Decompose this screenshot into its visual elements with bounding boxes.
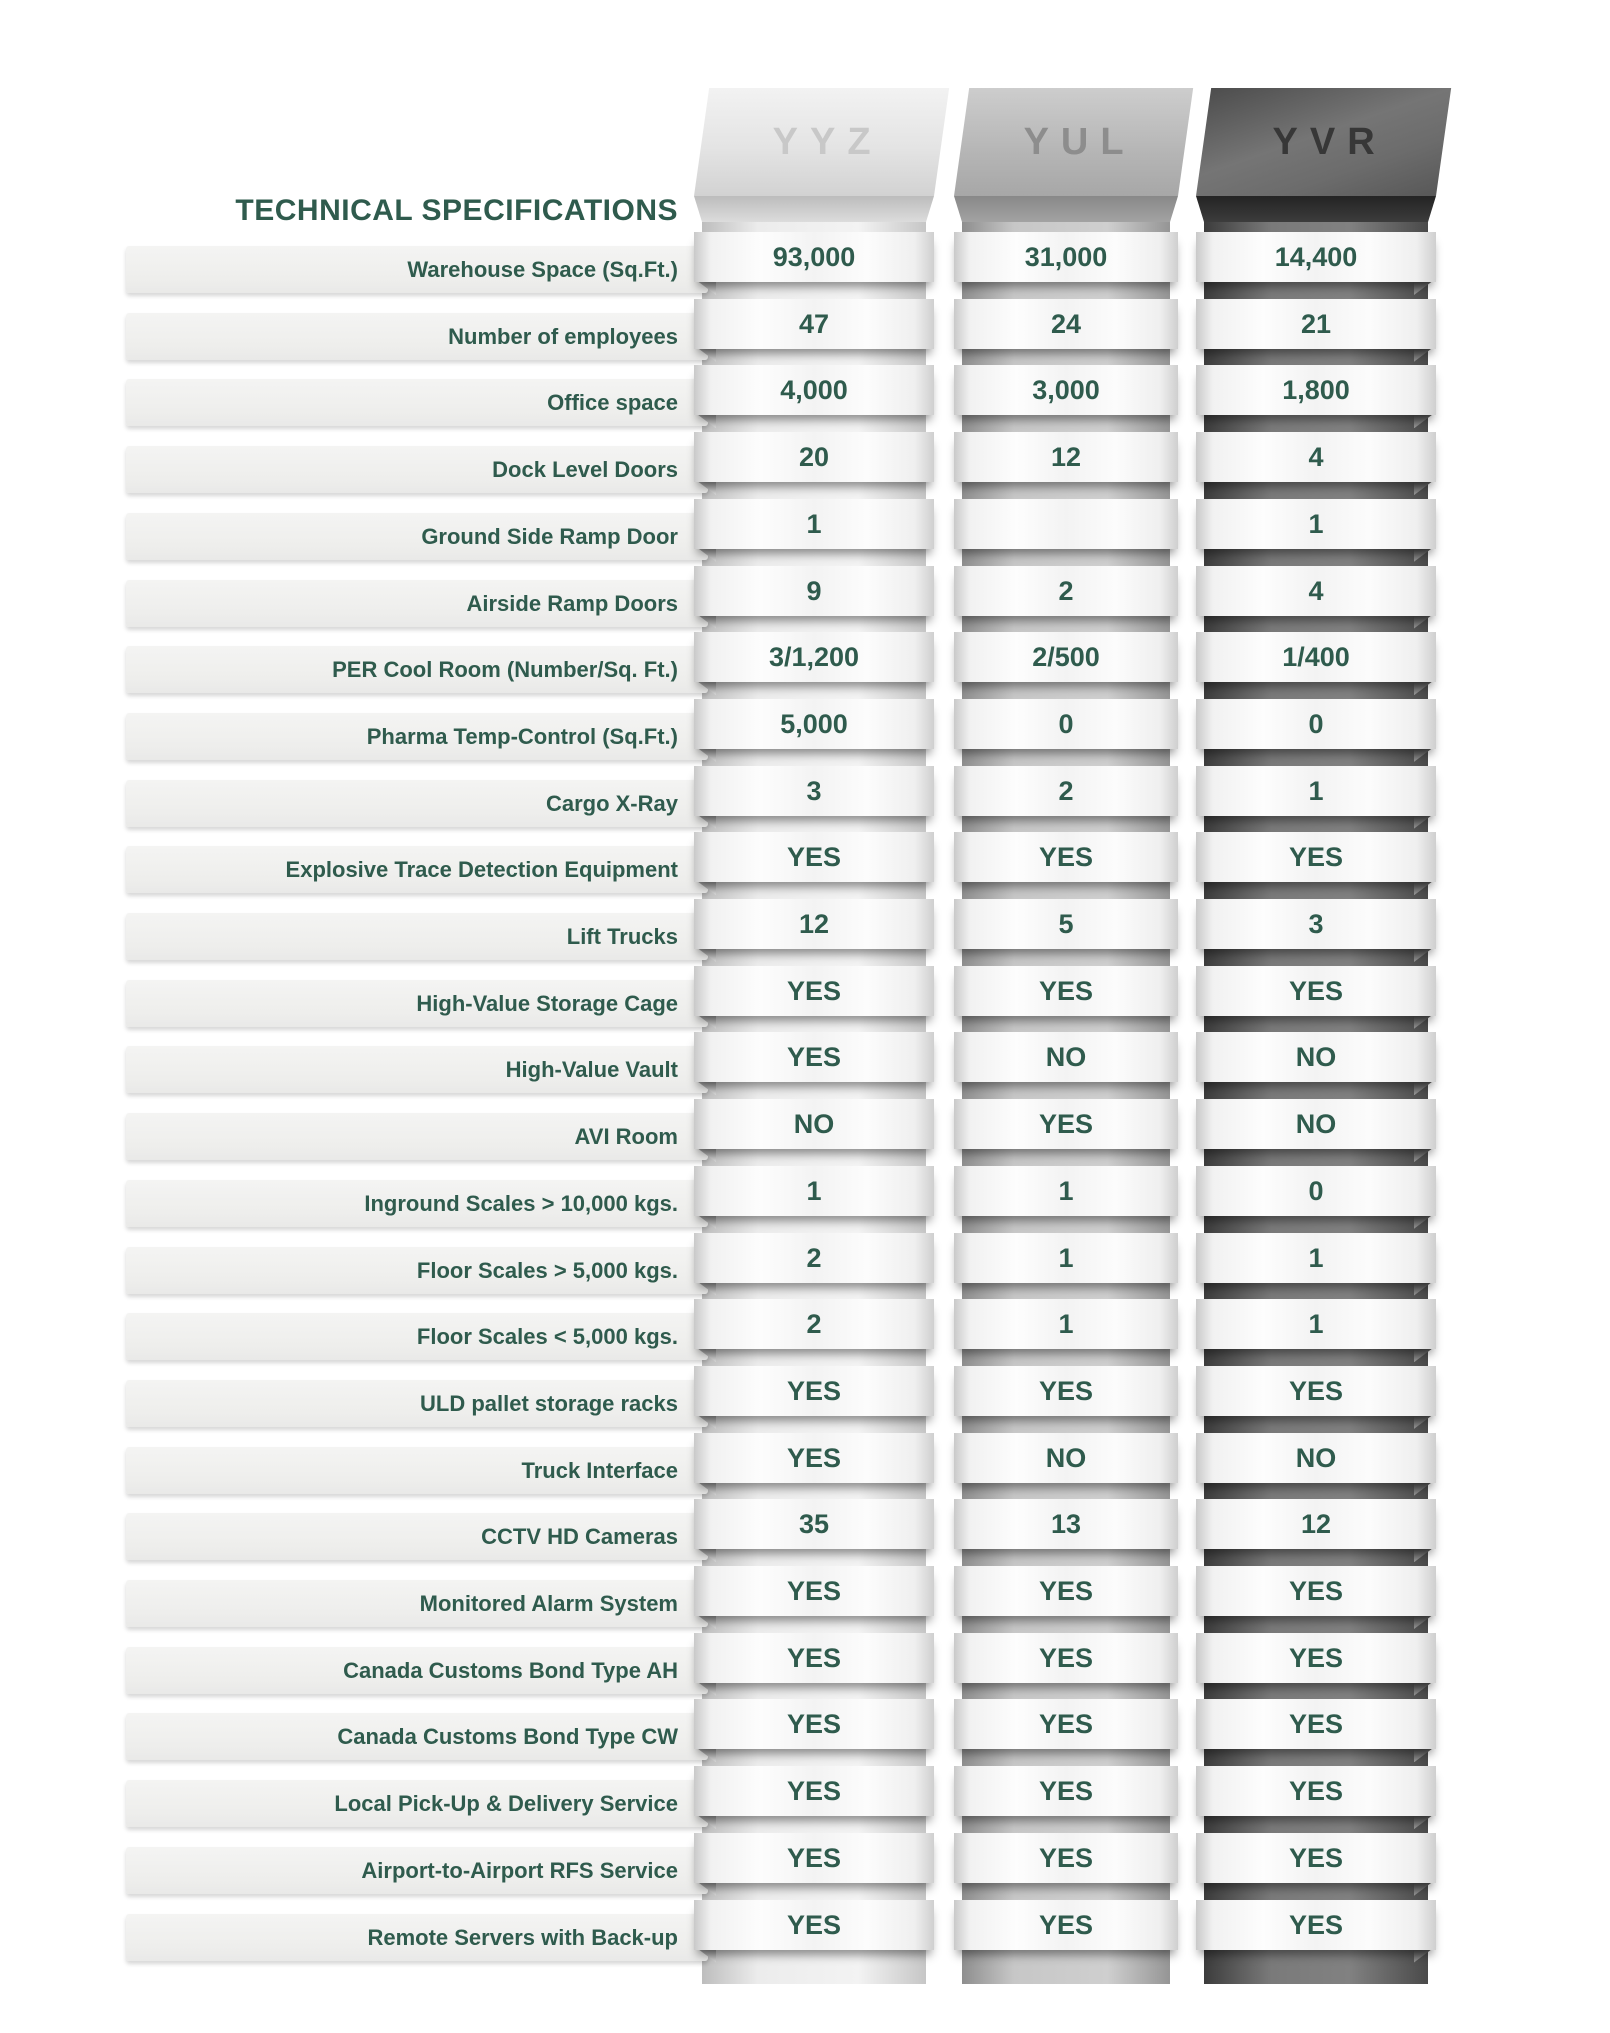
spec-value-cell [954,832,1178,882]
spec-value-cell [694,1699,934,1749]
spec-row [0,1299,1610,1366]
spec-value: 1 [1058,1175,1074,1206]
spec-value-cell [1196,1833,1436,1883]
ribbon-fold-right [1414,1814,1434,1829]
spec-value-cell [694,1032,934,1082]
ribbon-fold-right [1414,1281,1434,1296]
ribbon-fold-right [1414,1681,1434,1696]
spec-value: 4,000 [780,375,848,406]
spec-row [0,966,1610,1033]
spec-label: Number of employees [126,313,708,360]
spec-value-cell [954,1233,1178,1283]
spec-label: Ground Side Ramp Door [126,513,708,560]
spec-value: NO [1045,1442,1087,1473]
spec-value-cell [694,1566,934,1616]
spec-value-cell [1196,1299,1436,1349]
spec-value: NO [1045,1042,1087,1073]
ribbon-fold-right [1414,347,1434,362]
spec-label: Office space [126,379,708,426]
spec-value: YES [786,1842,842,1873]
spec-value-cell [694,365,934,415]
column-header-label: YUL [1023,121,1136,163]
ribbon-fold-right [1414,547,1434,562]
ribbon-fold-right [1414,480,1434,495]
spec-value: 47 [798,308,830,339]
spec-value-cell [694,699,934,749]
spec-value: 0 [1308,708,1324,739]
ribbon-fold-right [1414,1214,1434,1229]
ribbon-fold-right [1414,1614,1434,1629]
spec-row [0,499,1610,566]
ribbon-fold-right [1414,413,1434,428]
spec-value: YES [786,1042,842,1073]
spec-value: 2/500 [1032,642,1100,673]
spec-value: YES [786,975,842,1006]
ribbon-fold-right [1414,1147,1434,1162]
ribbon-fold-right [1414,1547,1434,1562]
spec-value-cell [1196,566,1436,616]
spec-value-cell [694,232,934,282]
ribbon-fold-right [1414,1881,1434,1896]
spec-value-cell [954,1433,1178,1483]
spec-value: 14,400 [1274,242,1358,272]
spec-value: YES [1038,1576,1094,1606]
spec-value: 1 [1058,1309,1074,1340]
spec-value-cell [954,1766,1178,1816]
spec-value-cell [954,1566,1178,1616]
spec-label: CCTV HD Cameras [126,1513,708,1560]
spec-value: 12 [798,909,830,939]
ribbon-fold-right [1414,1347,1434,1362]
spec-value-cell [1196,1633,1436,1683]
spec-value-cell [1196,1900,1436,1950]
spec-value-cell [1196,365,1436,415]
spec-value-cell [1196,499,1436,549]
spec-value: 1 [1058,1242,1074,1273]
spec-value: 1/400 [1282,642,1350,673]
spec-row [0,1032,1610,1099]
spec-value-cell [1196,832,1436,882]
spec-value: NO [1295,1442,1337,1473]
column-header-label: YYZ [772,121,883,163]
spec-value: YES [1288,1776,1344,1807]
spec-value-cell [1196,966,1436,1016]
spec-label: High-Value Storage Cage [126,980,708,1027]
spec-value: 1 [1308,1242,1324,1273]
ribbon-fold-right [1414,947,1434,962]
spec-value-cell [694,432,934,482]
spec-value-cell [954,966,1178,1016]
spec-value: 13 [1050,1509,1082,1540]
spec-value: 5 [1058,909,1074,939]
column-header-fold [1196,196,1436,222]
ribbon-fold-right [1414,880,1434,895]
spec-value-cell [1196,766,1436,816]
spec-value: YES [1038,1776,1094,1807]
spec-row [0,832,1610,899]
ribbon-fold-right [1414,680,1434,695]
spec-value: 2 [806,1242,822,1273]
spec-value-cell [954,1499,1178,1549]
spec-value-cell [954,632,1178,682]
spec-value-cell [954,499,1178,549]
spec-value-cell [954,699,1178,749]
spec-row [0,766,1610,833]
spec-label: Warehouse Space (Sq.Ft.) [126,246,708,293]
spec-value-cell [954,432,1178,482]
spec-row [0,1699,1610,1766]
ribbon-fold-right [1414,614,1434,629]
spec-row [0,432,1610,499]
spec-value: YES [786,1909,842,1940]
spec-row [0,566,1610,633]
spec-value: YES [1288,1842,1344,1873]
column-header-tab [954,88,1193,196]
spec-label: Local Pick-Up & Delivery Service [126,1780,708,1827]
spec-value-cell [1196,1032,1436,1082]
spec-value: YES [786,1709,842,1740]
spec-value: 93,000 [772,242,856,272]
ribbon-fold-right [1414,814,1434,829]
spec-row [0,365,1610,432]
spec-label: Pharma Temp-Control (Sq.Ft.) [126,713,708,760]
spec-value: YES [1288,1709,1344,1740]
page-title: TECHNICAL SPECIFICATIONS [235,194,678,227]
spec-value: 4 [1308,575,1324,606]
spec-value-cell [694,766,934,816]
spec-value: YES [1038,1109,1094,1140]
spec-value-cell [694,632,934,682]
spec-value-cell [954,299,1178,349]
ribbon-fold-right [1414,1948,1434,1963]
spec-value: YES [1038,1909,1094,1940]
spec-value: 1,800 [1282,375,1350,406]
ribbon-fold-right [1414,280,1434,295]
spec-row [0,899,1610,966]
spec-value: 24 [1050,308,1082,339]
spec-value: 3 [806,775,822,806]
spec-value-cell [954,1299,1178,1349]
spec-row [0,1566,1610,1633]
spec-value: NO [1295,1109,1337,1140]
spec-value-cell [694,1833,934,1883]
spec-value: 0 [1058,708,1074,739]
spec-value: 0 [1308,1175,1324,1206]
spec-value-cell [1196,1099,1436,1149]
spec-label: Explosive Trace Detection Equipment [126,846,708,893]
ribbon-fold-right [1414,1414,1434,1429]
spec-value: 1 [1308,1309,1324,1340]
spec-value-cell [954,232,1178,282]
spec-value-cell [694,1499,934,1549]
spec-value-cell [694,1099,934,1149]
spec-value: YES [786,1576,842,1606]
spec-value-cell [1196,699,1436,749]
spec-value-cell [694,966,934,1016]
spec-value-cell [694,1166,934,1216]
spec-value-cell [694,566,934,616]
spec-row [0,1233,1610,1300]
spec-value-cell [1196,899,1436,949]
spec-value-cell [954,365,1178,415]
spec-value-cell [694,1633,934,1683]
spec-value: YES [1038,1709,1094,1740]
spec-row [0,232,1610,299]
spec-value-cell [1196,432,1436,482]
spec-value: 3,000 [1032,375,1100,406]
spec-value-cell [954,766,1178,816]
ribbon-fold-right [1414,1080,1434,1095]
spec-value-cell [1196,1566,1436,1616]
spec-value-cell [954,1032,1178,1082]
column-header-label: YVR [1272,121,1387,163]
spec-label: Canada Customs Bond Type CW [126,1713,708,1760]
spec-row [0,1433,1610,1500]
spec-value: 3 [1308,909,1324,939]
spec-value: YES [1288,1576,1344,1606]
spec-value-cell [1196,632,1436,682]
spec-label: Floor Scales < 5,000 kgs. [126,1313,708,1360]
spec-row [0,1900,1610,1967]
spec-value-cell [954,899,1178,949]
spec-value: 12 [1050,442,1082,473]
spec-label: AVI Room [126,1113,708,1160]
spec-value: 3/1,200 [768,642,860,673]
spec-value: 2 [1058,775,1074,806]
spec-value-cell [1196,1233,1436,1283]
spec-value: YES [1038,975,1094,1006]
spec-value-cell [694,832,934,882]
spec-value: YES [1288,842,1344,873]
spec-value-cell [954,1099,1178,1149]
spec-value: 2 [1058,575,1074,606]
spec-row [0,1166,1610,1233]
spec-value-cell [1196,1166,1436,1216]
spec-label: Airside Ramp Doors [126,580,708,627]
spec-row [0,1633,1610,1700]
spec-row [0,1366,1610,1433]
spec-value-cell [694,899,934,949]
spec-value-cell [954,1699,1178,1749]
spec-value: 4 [1308,442,1324,473]
spec-value: YES [1288,1375,1344,1406]
spec-value-cell [694,499,934,549]
spec-value-cell [1196,1366,1436,1416]
spec-value-cell [694,1233,934,1283]
spec-row [0,1766,1610,1833]
column-header-tab [694,88,949,196]
column-header-tab [1196,88,1451,196]
spec-value: 5,000 [780,708,848,739]
spec-row [0,699,1610,766]
spec-value-cell [694,1900,934,1950]
spec-value: 21 [1300,308,1332,339]
spec-label: Floor Scales > 5,000 kgs. [126,1247,708,1294]
spec-value: 12 [1300,1509,1332,1540]
spec-value: 1 [806,508,822,539]
spec-value: YES [786,1776,842,1807]
spec-label: Lift Trucks [126,913,708,960]
ribbon-fold-right [1414,1481,1434,1496]
spec-value: NO [1295,1042,1337,1073]
spec-value-cell [954,1900,1178,1950]
spec-value: 1 [1308,508,1324,539]
spec-value: 9 [806,575,822,606]
spec-value-cell [954,1166,1178,1216]
spec-value-cell [1196,1433,1436,1483]
spec-value-cell [1196,1699,1436,1749]
spec-label: PER Cool Room (Number/Sq. Ft.) [126,646,708,693]
spec-value-cell [694,1299,934,1349]
spec-value-cell [954,1833,1178,1883]
spec-label: Airport-to-Airport RFS Service [126,1847,708,1894]
spec-value: NO [793,1109,835,1140]
spec-value: 35 [798,1509,830,1540]
spec-value-cell [1196,299,1436,349]
spec-value-cell [694,1433,934,1483]
spec-label: Inground Scales > 10,000 kgs. [126,1180,708,1227]
spec-value: YES [1288,1909,1344,1940]
spec-value: 1 [1308,775,1324,806]
spec-label: Cargo X-Ray [126,780,708,827]
spec-row [0,1833,1610,1900]
spec-value: 2 [806,1309,822,1340]
spec-value: YES [1288,975,1344,1006]
spec-value-cell [954,1633,1178,1683]
spec-value: YES [786,842,842,873]
spec-value-cell [954,566,1178,616]
spec-value: YES [786,1642,842,1673]
spec-label: Truck Interface [126,1447,708,1494]
column-header-fold [694,196,934,222]
spec-value: 31,000 [1024,242,1108,272]
spec-value: YES [1038,1842,1094,1873]
ribbon-fold-right [1414,1014,1434,1029]
spec-value: YES [1038,1642,1094,1673]
spec-label: Monitored Alarm System [126,1580,708,1627]
spec-value: YES [786,1442,842,1473]
spec-value-cell [1196,1766,1436,1816]
spec-row [0,1499,1610,1566]
spec-value: 20 [798,442,830,473]
ribbon-fold-right [1414,1747,1434,1762]
spec-value: YES [1038,842,1094,873]
spec-label: Canada Customs Bond Type AH [126,1647,708,1694]
spec-value-cell [954,1366,1178,1416]
spec-value-cell [694,1366,934,1416]
column-header-fold [954,196,1178,222]
ribbon-fold-right [1414,747,1434,762]
spec-label: ULD pallet storage racks [126,1380,708,1427]
spec-value-cell [1196,232,1436,282]
spec-label: Dock Level Doors [126,446,708,493]
spec-label: Remote Servers with Back-up [126,1914,708,1961]
spec-value-cell [694,1766,934,1816]
spec-value: 1 [806,1175,822,1206]
spec-row [0,632,1610,699]
spec-row [0,299,1610,366]
spec-label: High-Value Vault [126,1046,708,1093]
spec-value-cell [1196,1499,1436,1549]
spec-value-cell [694,299,934,349]
spec-value: YES [1038,1375,1094,1406]
spec-value: YES [1288,1642,1344,1673]
spec-value: YES [786,1375,842,1406]
spec-row [0,1099,1610,1166]
